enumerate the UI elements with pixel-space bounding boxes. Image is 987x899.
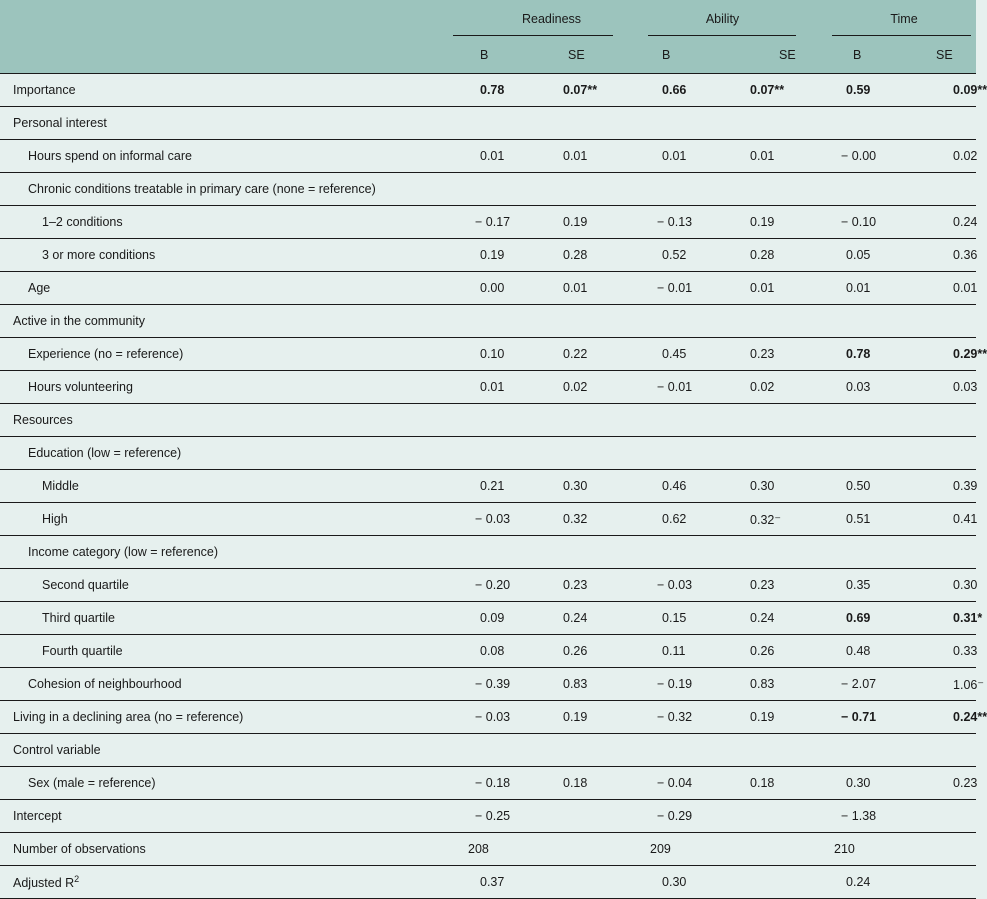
table-cell: 0.32⁻ (726, 503, 832, 536)
group-ability: Ability (648, 0, 832, 36)
table-cell: − 2.07 (832, 668, 914, 701)
table-cell (832, 404, 914, 437)
row-label (0, 74, 455, 107)
table-cell (543, 536, 648, 569)
table-cell: 0.46 (648, 470, 726, 503)
table-cell: 0.28 (543, 239, 648, 272)
table-cell: 0.24 (914, 206, 976, 239)
row-label (0, 107, 455, 140)
table-row (0, 338, 976, 371)
table-cell: 0.78 (832, 338, 914, 371)
table-cell: 0.07** (543, 74, 648, 107)
table-cell (726, 305, 832, 338)
table-cell (648, 404, 726, 437)
table-cell: 0.23 (726, 338, 832, 371)
table-cell (648, 536, 726, 569)
table-cell: 0.26 (543, 635, 648, 668)
table-cell: 0.52 (648, 239, 726, 272)
table-cell (914, 305, 976, 338)
table-cell (726, 866, 832, 899)
table-cell: 0.83 (726, 668, 832, 701)
table-row (0, 140, 976, 173)
table-row (0, 734, 976, 767)
table-row (0, 536, 976, 569)
table-cell: 0.19 (455, 239, 543, 272)
table-cell: 0.51 (832, 503, 914, 536)
table-cell: 0.05 (832, 239, 914, 272)
row-label (0, 272, 455, 305)
table-cell (543, 833, 648, 866)
row-label (0, 470, 455, 503)
row-label (0, 173, 455, 206)
row-label-text: Third quartile (42, 611, 115, 625)
table-cell: 0.01 (648, 140, 726, 173)
table-row (0, 470, 976, 503)
table-cell: − 0.19 (648, 668, 726, 701)
table-cell: − 0.20 (455, 569, 543, 602)
table-cell: 0.30 (648, 866, 726, 899)
table-cell: 0.30 (832, 767, 914, 800)
table-cell (543, 437, 648, 470)
table-cell: 0.22 (543, 338, 648, 371)
table-cell (914, 107, 976, 140)
row-label-text: Personal interest (13, 116, 107, 130)
row-label (0, 239, 455, 272)
table-cell: 0.28 (726, 239, 832, 272)
row-label-text: Experience (no = reference) (28, 347, 184, 361)
table-cell: 0.01 (726, 272, 832, 305)
table-body (0, 74, 987, 899)
table-cell: 0.18 (726, 767, 832, 800)
table-row (0, 866, 976, 899)
row-label-text: Active in the community (13, 314, 145, 328)
table-cell (543, 107, 648, 140)
table-cell (726, 734, 832, 767)
table-cell: 0.02 (914, 140, 976, 173)
table-row (0, 437, 976, 470)
table-cell: − 0.00 (832, 140, 914, 173)
table-cell (832, 173, 914, 206)
row-label (0, 536, 455, 569)
table-cell: 0.26 (726, 635, 832, 668)
table-row (0, 833, 976, 866)
group-readiness: Readiness (455, 0, 648, 36)
table-cell: − 0.39 (455, 668, 543, 701)
table-cell: 0.35 (832, 569, 914, 602)
table-cell: 0.02 (543, 371, 648, 404)
table-cell (543, 173, 648, 206)
table-cell: 0.36 (914, 239, 976, 272)
table-cell (914, 800, 976, 833)
table-row (0, 206, 976, 239)
table-cell: 0.37 (455, 866, 543, 899)
row-label-text: Intercept (13, 809, 62, 823)
row-label (0, 833, 455, 866)
row-label (0, 371, 455, 404)
row-label-text: Sex (male = reference) (28, 776, 156, 790)
row-label (0, 701, 455, 734)
col-time-se: SE (914, 36, 976, 74)
row-label-text: Fourth quartile (42, 644, 123, 658)
table-cell: − 0.25 (455, 800, 543, 833)
row-label-text: Living in a declining area (no = reference) (13, 710, 244, 724)
table-cell (832, 437, 914, 470)
table-cell (726, 536, 832, 569)
table-cell: 0.09 (455, 602, 543, 635)
table-cell (832, 107, 914, 140)
row-label (0, 437, 455, 470)
table-cell: 0.08 (455, 635, 543, 668)
table-cell (914, 536, 976, 569)
table-cell (543, 305, 648, 338)
table-cell (648, 305, 726, 338)
col-time-b: B (832, 36, 914, 74)
table-cell: − 0.71 (832, 701, 914, 734)
table-cell: 0.30 (543, 470, 648, 503)
table-cell (648, 173, 726, 206)
table-row (0, 173, 976, 206)
table-cell (914, 437, 976, 470)
table-cell: 0.01 (832, 272, 914, 305)
table-cell: 1.06⁻ (914, 668, 976, 701)
table-cell (914, 404, 976, 437)
table-cell: 0.45 (648, 338, 726, 371)
row-label-text: Cohesion of neighbourhood (28, 677, 182, 691)
row-label-text: Income category (low = reference) (28, 545, 219, 559)
table-cell (726, 107, 832, 140)
table-row (0, 701, 976, 734)
table-cell: 0.00 (455, 272, 543, 305)
table-cell: 0.23 (543, 569, 648, 602)
table-cell (455, 404, 543, 437)
row-label-text: Second quartile (42, 578, 129, 592)
header-blank (0, 0, 455, 36)
table-cell: 0.19 (726, 701, 832, 734)
table-cell (832, 734, 914, 767)
row-label (0, 767, 455, 800)
table-cell (726, 404, 832, 437)
row-label (0, 206, 455, 239)
table-cell: 0.48 (832, 635, 914, 668)
row-label (0, 338, 455, 371)
col-readiness-b: B (455, 36, 543, 74)
table-cell (648, 437, 726, 470)
table-cell: 0.01 (543, 272, 648, 305)
table-cell: 0.32 (543, 503, 648, 536)
table-cell: − 0.10 (832, 206, 914, 239)
row-label-text: Age (28, 281, 51, 295)
table-row (0, 272, 976, 305)
table-cell (648, 107, 726, 140)
table-row (0, 503, 976, 536)
table-cell: 210 (832, 833, 914, 866)
table-cell: 0.62 (648, 503, 726, 536)
table-cell: 0.66 (648, 74, 726, 107)
row-label-text: Chronic conditions treatable in primary care (none = reference) (28, 182, 376, 196)
row-label-text: Control variable (13, 743, 101, 757)
table-cell: 0.11 (648, 635, 726, 668)
table-cell: 0.09** (914, 74, 976, 107)
table-cell (726, 173, 832, 206)
table-cell (455, 437, 543, 470)
table-cell: 0.18 (543, 767, 648, 800)
table-cell (832, 305, 914, 338)
table-cell (914, 173, 976, 206)
row-label (0, 800, 455, 833)
row-label-text: Importance (13, 83, 76, 97)
table-cell: 0.39 (914, 470, 976, 503)
table-cell (914, 734, 976, 767)
table-cell: − 0.18 (455, 767, 543, 800)
row-label (0, 404, 455, 437)
table-cell: 0.30 (914, 569, 976, 602)
table-cell: 0.24 (726, 602, 832, 635)
table-row (0, 767, 976, 800)
table-cell: − 0.03 (455, 503, 543, 536)
table-cell (455, 173, 543, 206)
col-readiness-se: SE (543, 36, 648, 74)
row-label-text: Resources (13, 413, 73, 427)
table-cell: 0.24 (832, 866, 914, 899)
row-label (0, 305, 455, 338)
table-cell (543, 866, 648, 899)
row-label (0, 734, 455, 767)
table-cell (455, 107, 543, 140)
table-cell: − 0.32 (648, 701, 726, 734)
table-row (0, 107, 976, 140)
table-cell: 0.78 (455, 74, 543, 107)
row-label-text: Adjusted R (13, 876, 75, 891)
table-cell (726, 437, 832, 470)
table-cell (455, 305, 543, 338)
table-row (0, 404, 976, 437)
table-cell (726, 800, 832, 833)
row-label-text: Education (low = reference) (28, 446, 182, 460)
table-cell: − 0.03 (648, 569, 726, 602)
header-blank-2 (0, 36, 455, 74)
table-cell: 0.10 (455, 338, 543, 371)
table-cell: 0.50 (832, 470, 914, 503)
row-label (0, 635, 455, 668)
table-cell: − 0.01 (648, 371, 726, 404)
table-cell: 209 (648, 833, 726, 866)
row-label-superscript: 2 (74, 873, 80, 884)
table-cell (914, 833, 976, 866)
table-cell: 0.29** (914, 338, 976, 371)
table-cell: 0.19 (543, 701, 648, 734)
table-cell: 0.21 (455, 470, 543, 503)
table-cell: 0.31* (914, 602, 976, 635)
table-cell (543, 404, 648, 437)
table-cell: 0.01 (455, 140, 543, 173)
table-cell: 0.24 (543, 602, 648, 635)
table-cell: − 0.03 (455, 701, 543, 734)
table-row (0, 668, 976, 701)
row-label (0, 602, 455, 635)
group-time: Time (832, 0, 976, 36)
table-cell (543, 800, 648, 833)
table-row (0, 602, 976, 635)
table-cell (726, 833, 832, 866)
row-label-text: Hours volunteering (28, 380, 133, 394)
table-cell: 0.02 (726, 371, 832, 404)
table-cell (648, 734, 726, 767)
row-label-text: Middle (42, 479, 79, 493)
col-ability-b: B (648, 36, 726, 74)
table-cell: 0.03 (832, 371, 914, 404)
row-label-text: High (42, 512, 68, 526)
table-cell: 0.01 (455, 371, 543, 404)
table-cell: − 0.04 (648, 767, 726, 800)
table-cell: − 1.38 (832, 800, 914, 833)
row-label-text: 3 or more conditions (42, 248, 156, 262)
table-cell: 0.19 (726, 206, 832, 239)
table-cell (543, 734, 648, 767)
col-ability-se: SE (726, 36, 832, 74)
table-cell: 0.23 (726, 569, 832, 602)
row-label (0, 569, 455, 602)
row-label (0, 140, 455, 173)
table-cell: 0.23 (914, 767, 976, 800)
table-cell: 0.33 (914, 635, 976, 668)
table-cell: 0.59 (832, 74, 914, 107)
row-label (0, 668, 455, 701)
table-cell: 0.15 (648, 602, 726, 635)
table-row (0, 239, 976, 272)
table-row (0, 569, 976, 602)
table-row (0, 371, 976, 404)
row-label (0, 866, 455, 899)
table-cell: − 0.17 (455, 206, 543, 239)
table-cell: 0.69 (832, 602, 914, 635)
table-cell: 0.01 (543, 140, 648, 173)
table-cell (832, 536, 914, 569)
table-cell: 0.01 (726, 140, 832, 173)
table-cell: − 0.13 (648, 206, 726, 239)
table-cell: 0.03 (914, 371, 976, 404)
table-cell: 0.30 (726, 470, 832, 503)
table-cell: − 0.29 (648, 800, 726, 833)
table-row (0, 74, 976, 107)
table-cell (455, 536, 543, 569)
table-cell (455, 734, 543, 767)
row-label (0, 503, 455, 536)
table-cell: − 0.01 (648, 272, 726, 305)
table-cell: 0.01 (914, 272, 976, 305)
row-label-text: Number of observations (13, 842, 146, 856)
table-cell: 0.07** (726, 74, 832, 107)
table-row (0, 305, 976, 338)
table-cell: 208 (455, 833, 543, 866)
table-cell: 0.41 (914, 503, 976, 536)
row-label-text: 1–2 conditions (42, 215, 123, 229)
row-label-text: Hours spend on informal care (28, 149, 192, 163)
table-cell: 0.19 (543, 206, 648, 239)
table-cell: 0.24** (914, 701, 976, 734)
table-header (0, 0, 976, 74)
table-cell: 0.83 (543, 668, 648, 701)
table-row (0, 635, 976, 668)
table-row (0, 800, 976, 833)
table-cell (914, 866, 976, 899)
